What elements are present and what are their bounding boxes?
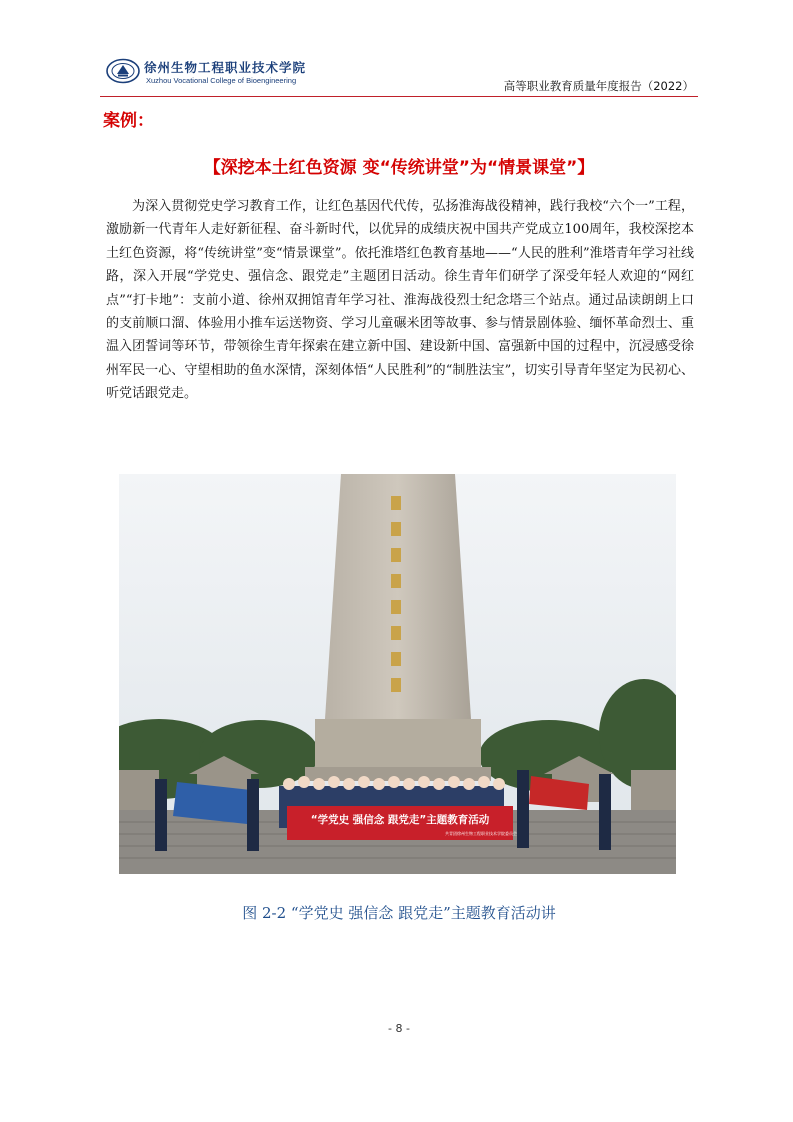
school-name-en: Xuzhou Vocational College of Bioengineering (146, 76, 297, 85)
activity-photo (119, 474, 676, 874)
page-header (100, 52, 698, 98)
case-label: 案例： (103, 111, 154, 131)
body-paragraph: 为深入贯彻党史学习教育工作，让红色基因代代传，弘扬淮海战役精神，践行我校“六个一”工程，激励新一代青年人走好新征程、奋斗新时代，以优异的成绩庆祝中国共产党成立100周年，我校深挖本土红色资源，将“传统讲堂”变“情景课堂”。依托淮塔红色教育基地——“人民的胜利”淮塔青年学习社线路，深入开展“学党史、强信念、跟党走”主题团日活动。徐生青年们研学了深受年轻人欢迎的“网红点”“打卡地”：支前小道、徐州双拥馆青年学习社、淮海战役烈士纪念塔三个站点。通过品读朗朗上口的支前顺口溜、体验用小推车运送物资、学习儿童碾米团等故事、参与情景剧体验、缅怀革命烈士、重温入团誓词等环节，带领徐生青年探索在建立新中国、建设新中国、富强新中国的过程中，沉浸感受徐州军民一心、守望相助的鱼水深情，深刻体悟“人民胜利”的“制胜法宝”，切实引导青年坚定为民初心、听党话跟党走。 (106, 199, 694, 402)
banner-text: “学党史 强信念 跟党走”主题教育活动 (310, 814, 490, 826)
school-name-cn: 徐州生物工程职业技术学院 (144, 60, 307, 75)
header-divider (100, 96, 698, 97)
banner-subtext: 共青团徐州生物工程职业技术学院委员会 (445, 831, 517, 836)
report-title: 高等职业教育质量年度报告（2022） (503, 79, 694, 93)
college-emblem-icon (106, 58, 140, 84)
case-title: 【深挖本土红色资源 变“传统讲堂”为“情景课堂”】 (203, 158, 595, 178)
page-number: - 8 - (388, 1022, 410, 1035)
figure-caption: 图 2-2 “学党史 强信念 跟党走”主题教育活动讲 (242, 904, 556, 922)
